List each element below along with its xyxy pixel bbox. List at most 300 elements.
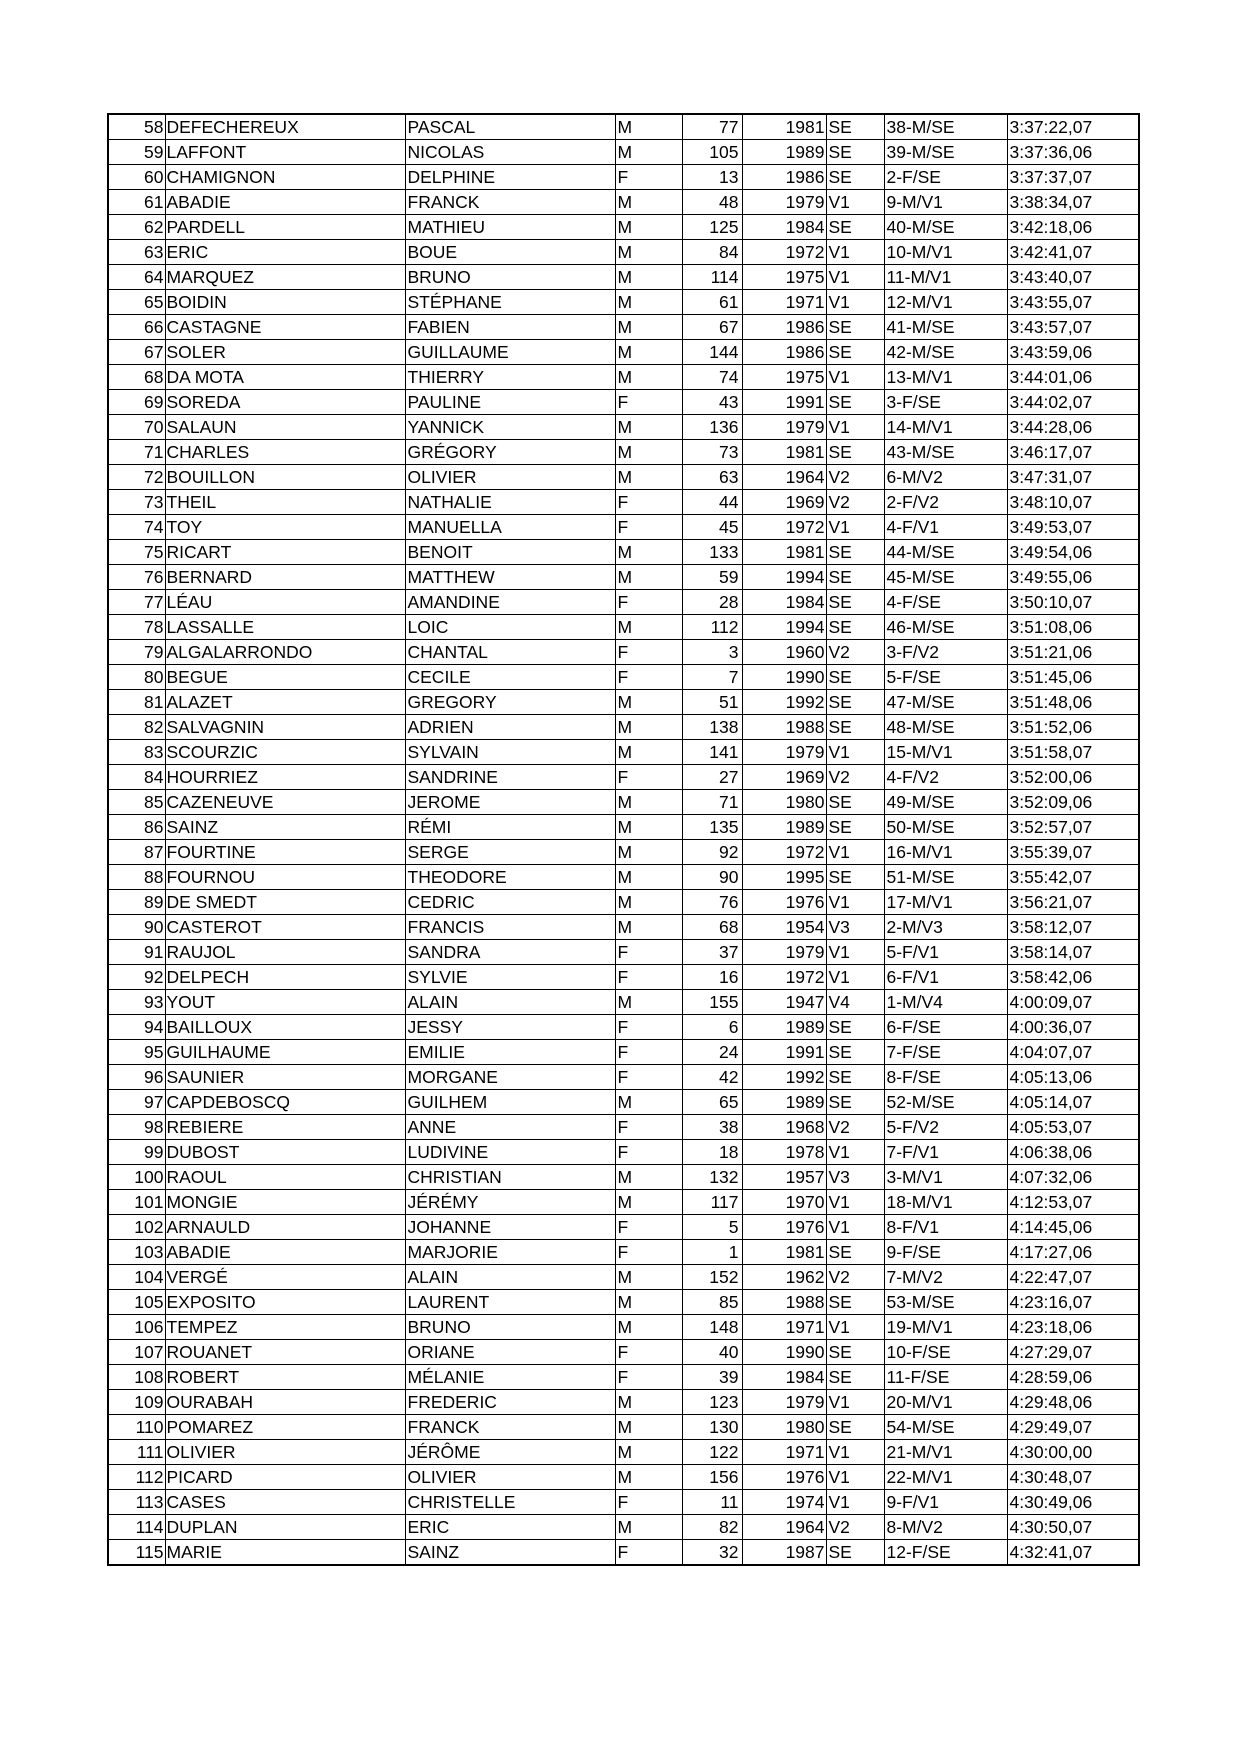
rank-cell: 103 [108,1240,165,1265]
rank-cell: 87 [108,840,165,865]
rank-cell: 62 [108,215,165,240]
table-row [108,465,1139,490]
birth-year-cell: 1991 [742,1040,826,1065]
sex-cell: M [615,265,682,290]
rank-cell: 86 [108,815,165,840]
category-cell: SE [826,715,884,740]
last-name-cell: LÉAU [165,590,405,615]
category-rank-cell: 7-F/V1 [884,1140,1007,1165]
category-cell: V2 [826,490,884,515]
table-row [108,440,1139,465]
sex-cell: M [615,1440,682,1465]
bib-cell: 32 [682,1540,742,1566]
table-row [108,965,1139,990]
sex-cell: M [615,1465,682,1490]
sex-cell: F [615,1015,682,1040]
birth-year-cell: 1988 [742,715,826,740]
category-cell: V1 [826,740,884,765]
last-name-cell: DELPECH [165,965,405,990]
birth-year-cell: 1964 [742,465,826,490]
category-rank-cell: 12-F/SE [884,1540,1007,1566]
table-row [108,265,1139,290]
rank-cell: 60 [108,165,165,190]
first-name-cell: LOIC [405,615,615,640]
first-name-cell: BENOIT [405,540,615,565]
birth-year-cell: 1954 [742,915,826,940]
bib-cell: 67 [682,315,742,340]
first-name-cell: AMANDINE [405,590,615,615]
bib-cell: 82 [682,1515,742,1540]
birth-year-cell: 1979 [742,1390,826,1415]
category-cell: SE [826,540,884,565]
category-rank-cell: 22-M/V1 [884,1465,1007,1490]
birth-year-cell: 1969 [742,490,826,515]
birth-year-cell: 1988 [742,1290,826,1315]
time-cell: 3:56:21,07 [1007,890,1139,915]
first-name-cell: BRUNO [405,1315,615,1340]
sex-cell: M [615,440,682,465]
first-name-cell: LUDIVINE [405,1140,615,1165]
table-row [108,415,1139,440]
first-name-cell: OLIVIER [405,465,615,490]
birth-year-cell: 1971 [742,1440,826,1465]
table-row [108,1240,1139,1265]
last-name-cell: VERGÉ [165,1265,405,1290]
time-cell: 4:30:00,00 [1007,1440,1139,1465]
first-name-cell: JOHANNE [405,1215,615,1240]
table-row [108,1515,1139,1540]
first-name-cell: ERIC [405,1515,615,1540]
birth-year-cell: 1964 [742,1515,826,1540]
category-cell: SE [826,1365,884,1390]
last-name-cell: LAFFONT [165,140,405,165]
first-name-cell: JESSY [405,1015,615,1040]
rank-cell: 83 [108,740,165,765]
category-rank-cell: 39-M/SE [884,140,1007,165]
category-rank-cell: 11-F/SE [884,1365,1007,1390]
category-cell: SE [826,590,884,615]
category-cell: V1 [826,890,884,915]
first-name-cell: RÉMI [405,815,615,840]
first-name-cell: MÉLANIE [405,1365,615,1390]
bib-cell: 68 [682,915,742,940]
category-cell: SE [826,140,884,165]
sex-cell: M [615,215,682,240]
first-name-cell: MATHIEU [405,215,615,240]
sex-cell: M [615,415,682,440]
last-name-cell: DA MOTA [165,365,405,390]
rank-cell: 114 [108,1515,165,1540]
table-row [108,315,1139,340]
bib-cell: 24 [682,1040,742,1065]
category-rank-cell: 4-F/SE [884,590,1007,615]
time-cell: 3:58:12,07 [1007,915,1139,940]
bib-cell: 85 [682,1290,742,1315]
last-name-cell: OURABAH [165,1390,405,1415]
rank-cell: 77 [108,590,165,615]
first-name-cell: SAINZ [405,1540,615,1566]
sex-cell: M [615,140,682,165]
category-cell: V1 [826,965,884,990]
category-rank-cell: 2-F/SE [884,165,1007,190]
rank-cell: 66 [108,315,165,340]
birth-year-cell: 1995 [742,865,826,890]
time-cell: 4:04:07,07 [1007,1040,1139,1065]
bib-cell: 44 [682,490,742,515]
first-name-cell: CECILE [405,665,615,690]
table-row [108,940,1139,965]
sex-cell: F [615,965,682,990]
birth-year-cell: 1992 [742,1065,826,1090]
results-table [107,113,1140,1566]
time-cell: 3:43:57,07 [1007,315,1139,340]
category-cell: SE [826,690,884,715]
first-name-cell: JEROME [405,790,615,815]
sex-cell: F [615,1115,682,1140]
table-row [108,165,1139,190]
category-cell: V2 [826,465,884,490]
category-rank-cell: 5-F/V1 [884,940,1007,965]
rank-cell: 111 [108,1440,165,1465]
time-cell: 3:51:52,06 [1007,715,1139,740]
category-cell: SE [826,1065,884,1090]
category-rank-cell: 12-M/V1 [884,290,1007,315]
table-row [108,365,1139,390]
category-cell: V1 [826,240,884,265]
time-cell: 4:05:13,06 [1007,1065,1139,1090]
rank-cell: 73 [108,490,165,515]
bib-cell: 11 [682,1490,742,1515]
first-name-cell: JÉRÉMY [405,1190,615,1215]
bib-cell: 39 [682,1365,742,1390]
rank-cell: 88 [108,865,165,890]
birth-year-cell: 1989 [742,1015,826,1040]
bib-cell: 1 [682,1240,742,1265]
sex-cell: F [615,1040,682,1065]
category-cell: V1 [826,1390,884,1415]
table-row [108,990,1139,1015]
birth-year-cell: 1986 [742,340,826,365]
birth-year-cell: 1987 [742,1540,826,1566]
sex-cell: F [615,490,682,515]
rank-cell: 102 [108,1215,165,1240]
birth-year-cell: 1969 [742,765,826,790]
first-name-cell: CHANTAL [405,640,615,665]
first-name-cell: MORGANE [405,1065,615,1090]
category-cell: SE [826,1340,884,1365]
time-cell: 4:29:48,06 [1007,1390,1139,1415]
table-row [108,140,1139,165]
time-cell: 3:55:42,07 [1007,865,1139,890]
category-cell: SE [826,815,884,840]
time-cell: 4:05:14,07 [1007,1090,1139,1115]
table-row [108,1265,1139,1290]
rank-cell: 92 [108,965,165,990]
category-cell: SE [826,440,884,465]
category-cell: V2 [826,1265,884,1290]
last-name-cell: PICARD [165,1465,405,1490]
time-cell: 4:27:29,07 [1007,1340,1139,1365]
category-rank-cell: 8-F/SE [884,1065,1007,1090]
last-name-cell: THEIL [165,490,405,515]
birth-year-cell: 1992 [742,690,826,715]
first-name-cell: ORIANE [405,1340,615,1365]
category-cell: V1 [826,940,884,965]
category-cell: SE [826,114,884,140]
last-name-cell: ARNAULD [165,1215,405,1240]
category-rank-cell: 48-M/SE [884,715,1007,740]
bib-cell: 148 [682,1315,742,1340]
time-cell: 3:55:39,07 [1007,840,1139,865]
rank-cell: 63 [108,240,165,265]
time-cell: 3:47:31,07 [1007,465,1139,490]
birth-year-cell: 1979 [742,740,826,765]
rank-cell: 105 [108,1290,165,1315]
birth-year-cell: 1972 [742,515,826,540]
bib-cell: 122 [682,1440,742,1465]
category-rank-cell: 1-M/V4 [884,990,1007,1015]
bib-cell: 6 [682,1015,742,1040]
time-cell: 3:46:17,07 [1007,440,1139,465]
category-cell: SE [826,1415,884,1440]
sex-cell: F [615,1490,682,1515]
first-name-cell: BRUNO [405,265,615,290]
time-cell: 4:30:50,07 [1007,1515,1139,1540]
birth-year-cell: 1980 [742,1415,826,1440]
last-name-cell: CHARLES [165,440,405,465]
birth-year-cell: 1991 [742,390,826,415]
birth-year-cell: 1981 [742,440,826,465]
table-row [108,1315,1139,1340]
sex-cell: M [615,815,682,840]
first-name-cell: SERGE [405,840,615,865]
rank-cell: 71 [108,440,165,465]
birth-year-cell: 1986 [742,315,826,340]
time-cell: 3:37:36,06 [1007,140,1139,165]
sex-cell: M [615,1290,682,1315]
first-name-cell: ANNE [405,1115,615,1140]
table-row [108,590,1139,615]
sex-cell: M [615,1315,682,1340]
category-rank-cell: 45-M/SE [884,565,1007,590]
time-cell: 3:43:55,07 [1007,290,1139,315]
first-name-cell: SYLVIE [405,965,615,990]
category-rank-cell: 3-M/V1 [884,1165,1007,1190]
last-name-cell: EXPOSITO [165,1290,405,1315]
birth-year-cell: 1974 [742,1490,826,1515]
time-cell: 4:14:45,06 [1007,1215,1139,1240]
birth-year-cell: 1972 [742,840,826,865]
table-row [108,215,1139,240]
bib-cell: 65 [682,1090,742,1115]
rank-cell: 96 [108,1065,165,1090]
table-row [108,565,1139,590]
last-name-cell: BERNARD [165,565,405,590]
last-name-cell: FOURTINE [165,840,405,865]
category-rank-cell: 19-M/V1 [884,1315,1007,1340]
table-row [108,340,1139,365]
rank-cell: 100 [108,1165,165,1190]
table-row [108,1340,1139,1365]
birth-year-cell: 1947 [742,990,826,1015]
rank-cell: 97 [108,1090,165,1115]
rank-cell: 104 [108,1265,165,1290]
last-name-cell: FOURNOU [165,865,405,890]
sex-cell: M [615,290,682,315]
last-name-cell: POMAREZ [165,1415,405,1440]
sex-cell: F [615,590,682,615]
bib-cell: 63 [682,465,742,490]
first-name-cell: NATHALIE [405,490,615,515]
category-rank-cell: 52-M/SE [884,1090,1007,1115]
table-row [108,1015,1139,1040]
last-name-cell: ABADIE [165,190,405,215]
birth-year-cell: 1970 [742,1190,826,1215]
last-name-cell: BOIDIN [165,290,405,315]
last-name-cell: ALGALARRONDO [165,640,405,665]
category-rank-cell: 11-M/V1 [884,265,1007,290]
birth-year-cell: 1976 [742,1465,826,1490]
category-rank-cell: 49-M/SE [884,790,1007,815]
first-name-cell: ALAIN [405,1265,615,1290]
table-row [108,915,1139,940]
time-cell: 3:42:41,07 [1007,240,1139,265]
first-name-cell: BOUE [405,240,615,265]
table-row [108,715,1139,740]
rank-cell: 82 [108,715,165,740]
last-name-cell: CASES [165,1490,405,1515]
birth-year-cell: 1971 [742,1315,826,1340]
time-cell: 3:51:48,06 [1007,690,1139,715]
first-name-cell: PASCAL [405,114,615,140]
birth-year-cell: 1976 [742,1215,826,1240]
birth-year-cell: 1989 [742,1090,826,1115]
category-cell: V1 [826,290,884,315]
last-name-cell: CASTAGNE [165,315,405,340]
bib-cell: 132 [682,1165,742,1190]
birth-year-cell: 1968 [742,1115,826,1140]
table-row [108,540,1139,565]
birth-year-cell: 1984 [742,1365,826,1390]
first-name-cell: FABIEN [405,315,615,340]
bib-cell: 5 [682,1215,742,1240]
category-cell: SE [826,315,884,340]
rank-cell: 113 [108,1490,165,1515]
time-cell: 4:23:16,07 [1007,1290,1139,1315]
sex-cell: M [615,340,682,365]
table-row [108,1165,1139,1190]
category-rank-cell: 51-M/SE [884,865,1007,890]
last-name-cell: SALVAGNIN [165,715,405,740]
last-name-cell: ERIC [165,240,405,265]
birth-year-cell: 1981 [742,1240,826,1265]
bib-cell: 16 [682,965,742,990]
time-cell: 3:52:09,06 [1007,790,1139,815]
bib-cell: 27 [682,765,742,790]
time-cell: 3:49:53,07 [1007,515,1139,540]
rank-cell: 81 [108,690,165,715]
bib-cell: 156 [682,1465,742,1490]
sex-cell: M [615,1190,682,1215]
last-name-cell: RAOUL [165,1165,405,1190]
first-name-cell: LAURENT [405,1290,615,1315]
category-cell: SE [826,1015,884,1040]
rank-cell: 65 [108,290,165,315]
table-row [108,1365,1139,1390]
first-name-cell: FRANCK [405,190,615,215]
category-rank-cell: 46-M/SE [884,615,1007,640]
rank-cell: 106 [108,1315,165,1340]
time-cell: 3:44:28,06 [1007,415,1139,440]
category-cell: V2 [826,1515,884,1540]
category-cell: V1 [826,840,884,865]
last-name-cell: MONGIE [165,1190,405,1215]
first-name-cell: NICOLAS [405,140,615,165]
rank-cell: 67 [108,340,165,365]
category-rank-cell: 54-M/SE [884,1415,1007,1440]
category-cell: V4 [826,990,884,1015]
birth-year-cell: 1975 [742,365,826,390]
last-name-cell: DEFECHEREUX [165,114,405,140]
time-cell: 4:00:36,07 [1007,1015,1139,1040]
time-cell: 3:37:37,07 [1007,165,1139,190]
rank-cell: 110 [108,1415,165,1440]
category-cell: V1 [826,515,884,540]
last-name-cell: OLIVIER [165,1440,405,1465]
last-name-cell: SOLER [165,340,405,365]
bib-cell: 112 [682,615,742,640]
birth-year-cell: 1994 [742,565,826,590]
birth-year-cell: 1994 [742,615,826,640]
last-name-cell: MARQUEZ [165,265,405,290]
category-cell: V1 [826,1315,884,1340]
category-cell: V3 [826,915,884,940]
category-cell: SE [826,665,884,690]
sex-cell: M [615,840,682,865]
rank-cell: 70 [108,415,165,440]
first-name-cell: SYLVAIN [405,740,615,765]
rank-cell: 85 [108,790,165,815]
table-row [108,790,1139,815]
birth-year-cell: 1957 [742,1165,826,1190]
first-name-cell: FRANCK [405,1415,615,1440]
sex-cell: M [615,1515,682,1540]
time-cell: 3:51:08,06 [1007,615,1139,640]
bib-cell: 141 [682,740,742,765]
last-name-cell: GUILHAUME [165,1040,405,1065]
category-cell: SE [826,1040,884,1065]
rank-cell: 72 [108,465,165,490]
last-name-cell: BAILLOUX [165,1015,405,1040]
category-rank-cell: 5-F/SE [884,665,1007,690]
time-cell: 3:43:59,06 [1007,340,1139,365]
table-row [108,1390,1139,1415]
category-cell: SE [826,1540,884,1566]
rank-cell: 108 [108,1365,165,1390]
bib-cell: 90 [682,865,742,890]
table-row [108,690,1139,715]
bib-cell: 135 [682,815,742,840]
time-cell: 4:29:49,07 [1007,1415,1139,1440]
table-row [108,1090,1139,1115]
category-rank-cell: 10-M/V1 [884,240,1007,265]
last-name-cell: DUBOST [165,1140,405,1165]
first-name-cell: GUILLAUME [405,340,615,365]
rank-cell: 76 [108,565,165,590]
birth-year-cell: 1962 [742,1265,826,1290]
table-row [108,640,1139,665]
last-name-cell: ROUANET [165,1340,405,1365]
